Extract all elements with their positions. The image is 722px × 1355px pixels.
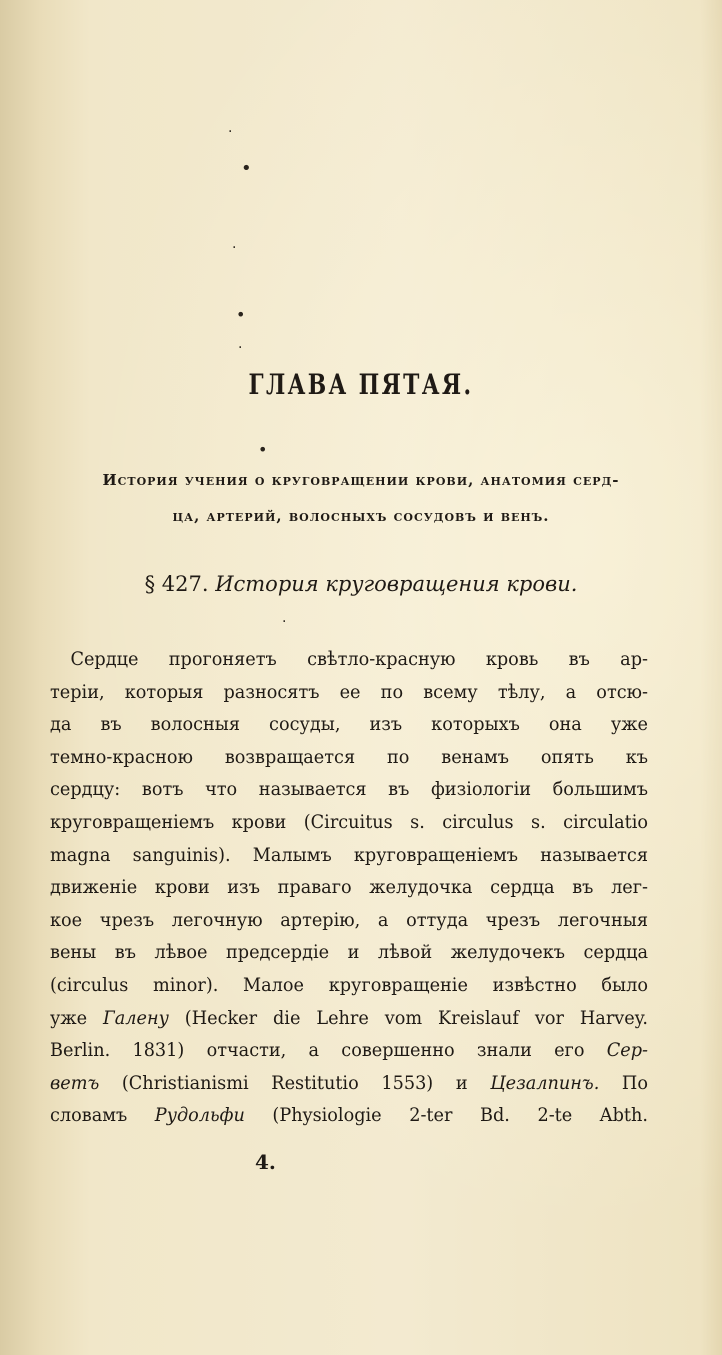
text-run: (Physiologie 2-ter Bd. 2-te Abth.	[244, 1104, 648, 1127]
text-run: Berlin. 1831) отчасти, а совершенно знали его	[50, 1039, 607, 1062]
text-run: (circulus minor). Малое круговращеніе извѣстно было	[50, 973, 648, 996]
section-number: § 427.	[144, 572, 209, 596]
chapter-subtitle	[40, 462, 682, 534]
text-run: словамъ	[50, 1104, 155, 1127]
subtitle-line-2: ца, артерий, волосныхъ сосудовъ и венъ.	[172, 507, 550, 525]
section-title: История круговращения крови.	[215, 572, 578, 596]
text-run: По	[599, 1071, 648, 1094]
text-line	[50, 1067, 648, 1100]
text-line	[50, 1099, 648, 1132]
italic-name: Рудольфи	[154, 1104, 245, 1127]
text-line	[50, 708, 648, 741]
ink-speck: •	[258, 440, 268, 459]
text-run: движеніе крови изъ праваго желудочка сердца въ лег-	[50, 876, 648, 899]
text-line	[50, 904, 648, 937]
text-line	[50, 806, 648, 839]
italic-name: Галену	[103, 1006, 169, 1029]
text-line	[50, 773, 648, 806]
ink-speck: •	[236, 305, 246, 324]
text-run: да въ волосныя сосуды, изъ которыхъ она уже	[50, 713, 648, 736]
signature-mark: 4.	[255, 1150, 276, 1174]
text-run: уже	[50, 1006, 104, 1029]
ink-speck: ·	[228, 124, 233, 140]
subtitle-line-1: История учения о круговращении крови, анатомия серд-	[102, 471, 620, 489]
text-line	[50, 676, 648, 709]
text-line	[50, 741, 648, 774]
text-line	[50, 1002, 648, 1035]
ink-speck: ·	[282, 614, 287, 630]
text-run: (Christianismi Restitutio 1553) и	[99, 1071, 491, 1094]
italic-name: Сер-	[606, 1039, 648, 1062]
text-run: (Hecker die Lehre vom Kreislauf vor Harvey.	[168, 1006, 648, 1029]
text-run: вены въ лѣвое предсердіе и лѣвой желудочекъ сердца	[50, 941, 648, 964]
text-line	[50, 839, 648, 872]
section-heading	[0, 572, 722, 596]
text-run: magna sanguinis). Малымъ круговращеніемъ называется	[50, 843, 648, 866]
ink-speck: •	[241, 158, 252, 179]
text-line	[50, 871, 648, 904]
chapter-title: ГЛАВА ПЯТАЯ.	[248, 368, 474, 401]
italic-name: Цезалпинъ.	[490, 1071, 600, 1094]
text-run: темно-красною возвращается по венамъ опять къ	[50, 745, 648, 768]
ink-speck: ·	[238, 340, 243, 356]
text-line	[50, 643, 648, 676]
text-line	[50, 1034, 648, 1067]
text-run: Сердце прогоняетъ свѣтло-красную кровь въ ар-	[70, 648, 648, 670]
body-paragraph	[50, 643, 648, 1132]
text-line	[50, 936, 648, 969]
text-run: круговращеніемъ крови (Circuitus s. circulus s. circulatio	[50, 810, 648, 833]
italic-name: ветъ	[50, 1071, 100, 1094]
text-line	[50, 969, 648, 1002]
text-run: теріи, которыя разносятъ ее по всему тѣлу, а отсю-	[50, 680, 648, 703]
text-run: кое чрезъ легочную артерію, а оттуда чрезъ легочныя	[50, 908, 648, 931]
text-run: сердцу: вотъ что называется въ физіологіи большимъ	[50, 778, 648, 801]
ink-speck: ·	[232, 240, 237, 256]
